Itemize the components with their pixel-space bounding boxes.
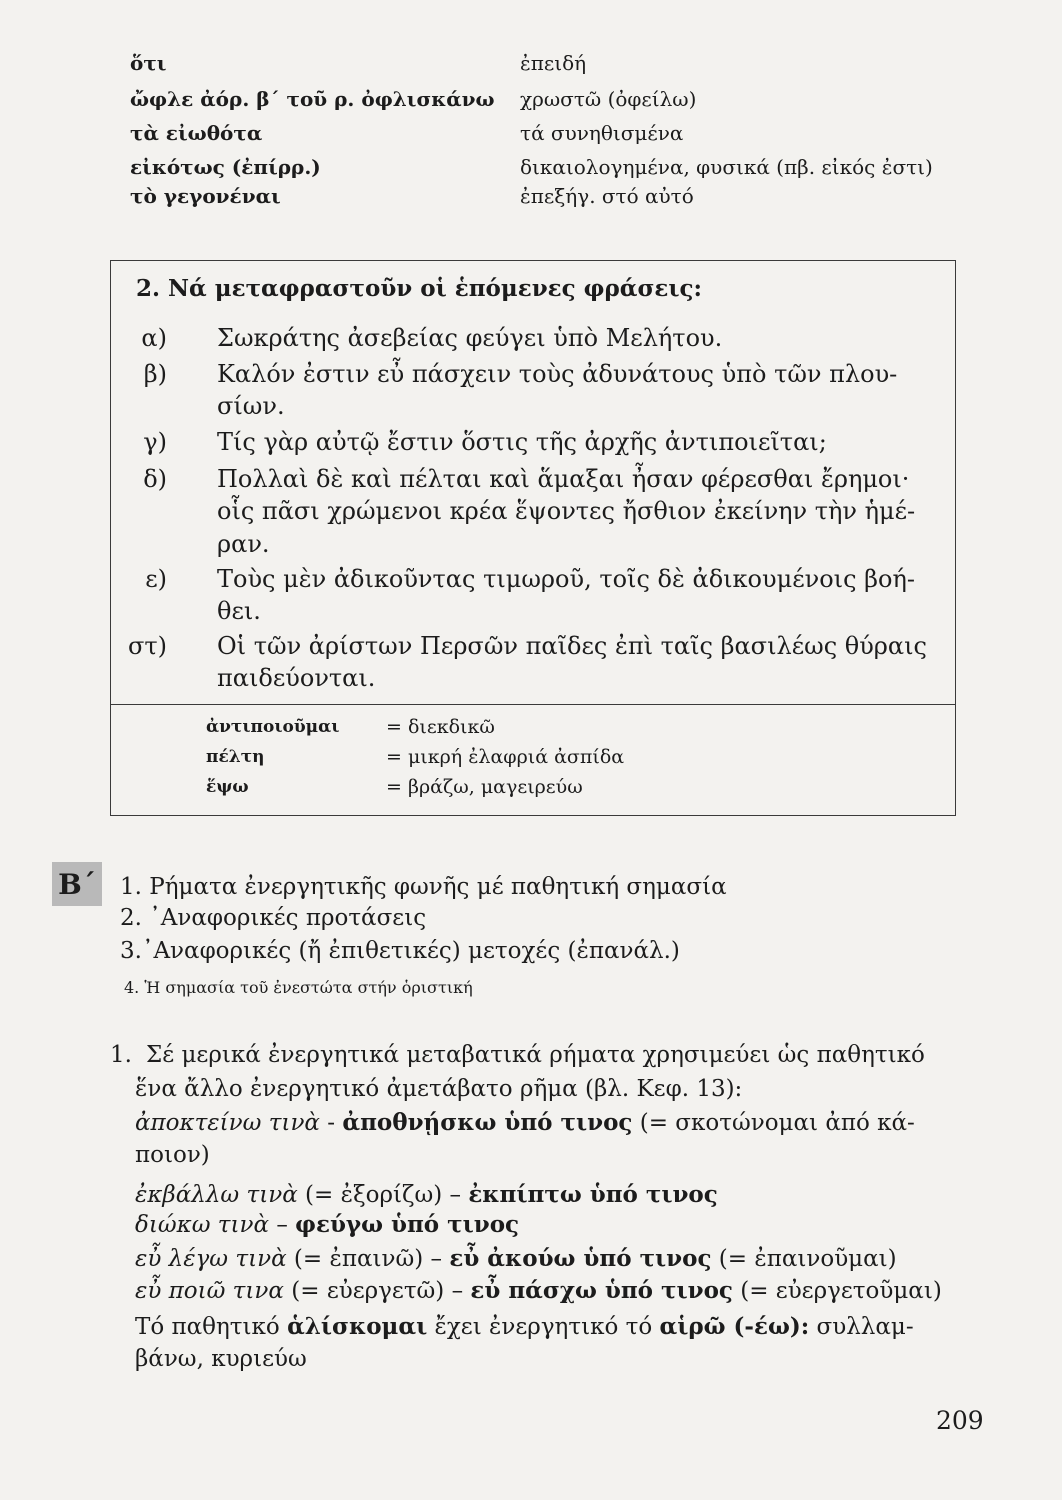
passive-equivalent: εὖ πάσχω ὑπό τινος — [470, 1277, 733, 1304]
section-topic: 1. Ρήματα ἐνεργητικῆς φωνῆς μέ παθητική σημασία — [120, 874, 727, 900]
paragraph-number: 1. — [110, 1042, 132, 1068]
gloss: (= σκοτώνομαι ἀπό κά- — [632, 1110, 915, 1136]
item-line: Καλόν ἐστιν εὖ πάσχειν τοὺς ἀδυνάτους ὑπὸ τῶν πλου- — [217, 360, 898, 388]
exercise-title: 2. Νά μεταφραστοῦν οἱ ἑπόμενες φράσεις: — [136, 275, 703, 302]
example-line — [135, 1210, 519, 1240]
paragraph-line — [135, 1312, 914, 1342]
section-topic: 2. ᾿Αναφορικές προτάσεις — [120, 905, 427, 931]
passive-equivalent: εὖ ἀκούω ὑπό τινος — [449, 1245, 712, 1272]
text-run: Τό παθητικό — [135, 1314, 288, 1340]
gloss: (= ἐξορίζω) – — [297, 1182, 469, 1208]
box-glossary-term: ἕψω — [206, 777, 249, 797]
item-line: παιδεύονται. — [217, 664, 376, 692]
example-line — [135, 1276, 942, 1306]
active-verb: ἀποκτείνω τινὰ — [135, 1110, 320, 1136]
example-line — [135, 1244, 897, 1274]
item-label: β) — [143, 360, 167, 388]
passive-equivalent: φεύγω ὑπό τινος — [295, 1211, 520, 1238]
example-line — [135, 1108, 915, 1138]
item-line: Πολλαὶ δὲ καὶ πέλται καὶ ἅμαξαι ἦσαν φέρεσθαι ἔρημοι· — [217, 465, 910, 493]
glossary-definition: τά συνηθισμένα — [520, 121, 684, 145]
box-glossary-definition: = βράζω, μαγειρεύω — [386, 776, 583, 798]
glossary-definition: δικαιολογημένα, φυσικά (πβ. εἰκός ἐστι) — [520, 155, 933, 179]
item-line: ραν. — [217, 530, 270, 558]
text-run: συλλαμ- — [809, 1314, 914, 1340]
gloss: (= εὐεργετῶ) – — [283, 1278, 471, 1304]
active-verb: εὖ ποιῶ τινα — [135, 1278, 284, 1304]
glossary-term: εἰκότως (ἐπίρρ.) — [130, 155, 321, 179]
item-line: οἷς πᾶσι χρώμενοι κρέα ἕψοντες ἤσθιον ἐκείνην τὴν ἡμέ- — [217, 497, 916, 525]
box-glossary-definition: = διεκδικῶ — [386, 716, 495, 738]
section-topic: 4. Ἡ σημασία τοῦ ἐνεστώτα στήν ὁριστική — [124, 978, 473, 997]
paragraph-line: βάνω, κυριεύω — [135, 1346, 307, 1372]
separator: - — [319, 1110, 343, 1136]
exercise-box — [110, 260, 956, 816]
item-label: στ) — [127, 632, 167, 660]
verb-bold: ἁλίσκομαι — [287, 1313, 428, 1340]
glossary-definition: ἐπειδή — [520, 51, 587, 75]
glossary-term: ὤφλε ἀόρ. β΄ τοῦ ρ. ὀφλισκάνω — [130, 87, 495, 111]
section-topic: 3.᾿Αναφορικές (ἤ ἐπιθετικές) μετοχές (ἐπανάλ.) — [120, 938, 680, 964]
text-run: ἔχει ἐνεργητικό τό — [427, 1314, 660, 1340]
box-glossary-definition: = μικρή ἐλαφριά ἀσπίδα — [386, 746, 625, 768]
item-label: δ) — [143, 465, 167, 493]
glossary-term: τὰ εἰωθότα — [130, 121, 263, 145]
example-line: ποιον) — [135, 1142, 210, 1168]
item-line: Οἱ τῶν ἀρίστων Περσῶν παῖδες ἐπὶ ταῖς βασιλέως θύραις — [217, 632, 927, 660]
active-verb: εὖ λέγω τινὰ — [135, 1246, 287, 1272]
glossary-definition: ἐπεξήγ. στό αὐτό — [520, 184, 694, 208]
section-badge: Β΄ — [52, 862, 102, 906]
box-glossary-term: πέλτη — [206, 747, 265, 767]
glossary-term: ὅτι — [130, 51, 167, 75]
page-number: 209 — [936, 1406, 984, 1435]
box-divider — [111, 704, 955, 705]
item-line: Σωκράτης ἀσεβείας φεύγει ὑπὸ Μελήτου. — [217, 324, 723, 352]
passive-equivalent: ἀποθνῄσκω ὑπό τινος — [342, 1109, 633, 1136]
item-label: ε) — [145, 565, 167, 593]
passive-equivalent: ἐκπίπτω ὑπό τινος — [468, 1181, 718, 1208]
gloss: (= ἐπαινῶ) – — [286, 1246, 450, 1272]
example-line — [135, 1180, 718, 1210]
item-label: α) — [141, 324, 167, 352]
verb-bold: αἱρῶ (-έω): — [659, 1313, 810, 1340]
glossary-definition: χρωστῶ (ὀφείλω) — [520, 87, 697, 111]
active-verb: ἐκβάλλω τινὰ — [135, 1182, 298, 1208]
item-line: θει. — [217, 597, 261, 625]
box-glossary-term: ἀντιποιοῦμαι — [206, 717, 340, 737]
glossary-term: τὸ γεγονέναι — [130, 184, 281, 208]
gloss: (= ἐπαινοῦμαι) — [711, 1246, 897, 1272]
item-line: Τίς γὰρ αὐτῷ ἔστιν ὅστις τῆς ἀρχῆς ἀντιποιεῖται; — [217, 428, 827, 456]
gloss: – — [269, 1212, 296, 1238]
paragraph-line: Σέ μερικά ἐνεργητικά μεταβατικά ρήματα χρησιμεύει ὡς παθητικό — [146, 1042, 925, 1068]
item-line: σίων. — [217, 392, 285, 420]
item-label: γ) — [143, 428, 167, 456]
active-verb: διώκω τινὰ — [135, 1212, 270, 1238]
paragraph-line: ἕνα ἄλλο ἐνεργητικό ἀμετάβατο ρῆμα (βλ. Κεφ. 13): — [135, 1076, 743, 1102]
gloss: (= εὐεργετοῦμαι) — [732, 1278, 942, 1304]
item-line: Τοὺς μὲν ἀδικοῦντας τιμωροῦ, τοῖς δὲ ἀδικουμένοις βοή- — [217, 565, 915, 593]
